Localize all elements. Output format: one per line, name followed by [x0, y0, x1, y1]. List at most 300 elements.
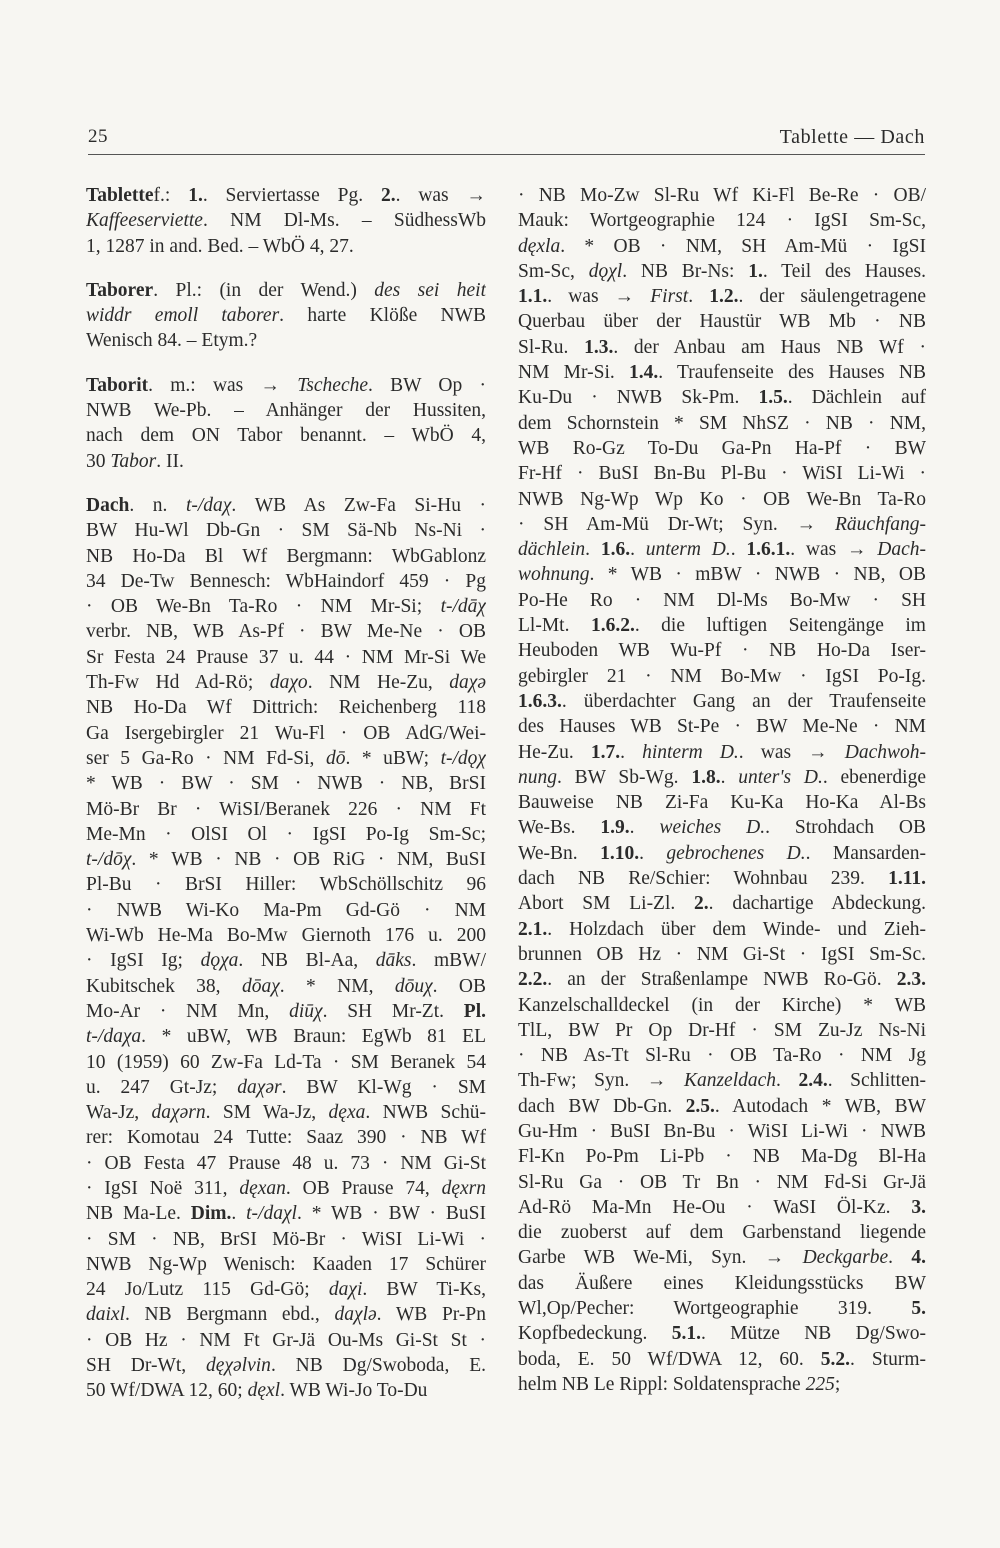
text-line: [518, 1094, 926, 1119]
text-line: [518, 1296, 926, 1321]
text-segment: Th-Fw Hd Ad-Rö;: [86, 672, 270, 694]
text-segment: Th-Fw; Syn. →: [518, 1070, 684, 1092]
text-line: [86, 1125, 486, 1150]
text-segment: u. 247 Gt-Jz;: [86, 1076, 238, 1098]
italic-segment: Deckgarbe: [802, 1247, 889, 1269]
text-segment: .: [231, 1203, 247, 1225]
bold-segment: 1.9.: [600, 817, 630, 839]
text-segment: * WB · BW · SM · NWB · NB, BrSI: [86, 773, 486, 795]
text-segment: NWB Ng-Wp Wp Ko · OB We-Bn Ta-Ro: [518, 488, 926, 510]
text-segment: . OB: [432, 975, 486, 997]
italic-segment: hinterm D.: [642, 741, 739, 763]
italic-segment: First: [650, 286, 689, 308]
text-line: [518, 866, 926, 891]
text-segment: . NB Bl-Aa,: [238, 950, 376, 972]
text-line: [86, 822, 486, 847]
entry-spacer: [86, 354, 486, 373]
text-segment: ;: [834, 1373, 841, 1395]
text-segment: . Sturm-: [850, 1348, 926, 1370]
text-segment: TlL, BW Pr Op Dr-Hf · SM Zu-Jz Ns-Ni: [518, 1019, 926, 1041]
text-line: [86, 898, 486, 923]
text-line: [86, 1176, 486, 1201]
text-segment: . SH Mr-Zt.: [322, 1000, 464, 1022]
text-segment: Bauweise NB Zi-Fa Ku-Ka Ho-Ka Al-Bs: [518, 792, 926, 814]
text-segment: NM Mr-Si.: [518, 362, 630, 384]
text-line: [86, 1252, 486, 1277]
text-line: [86, 1353, 486, 1378]
text-segment: . mBW/: [411, 950, 486, 972]
text-segment: . * uBW, WB Braun: EgWb 81 EL: [141, 1026, 486, 1048]
text-line: [86, 303, 486, 328]
text-segment: 34 De-Tw Bennesch: WbHaindorf 459 · Pg: [86, 570, 486, 592]
italic-segment: daχərn: [151, 1102, 206, 1124]
text-segment: Gu-Hm · BuSI Bn-Bu · WiSI Li-Wi · NWB: [518, 1120, 926, 1142]
text-line: [518, 1271, 926, 1296]
bold-segment: Pl.: [463, 1000, 486, 1022]
text-segment: Mö-Br Br · WiSI/Beranek 226 · NM Ft: [86, 798, 486, 820]
bold-segment: 2.: [694, 893, 709, 915]
text-line: [86, 493, 486, 518]
text-line: [518, 740, 926, 765]
text-segment: Heuboden WB Wu-Pf · NB Ho-Da Iser-: [518, 640, 926, 662]
text-segment: . harte Klöße NWB: [279, 305, 486, 327]
text-segment: das Äußere eines Kleidungsstücks BW: [518, 1272, 926, 1294]
text-segment: BW Hu-Wl Db-Gn · SM Sä-Nb Ns-Ni ·: [86, 520, 486, 542]
text-line: [518, 714, 926, 739]
text-segment: . NM He-Zu,: [307, 672, 450, 694]
text-line: [86, 569, 486, 594]
text-line: [518, 588, 926, 613]
text-segment: . * uBW;: [345, 747, 441, 769]
text-line: [518, 1220, 926, 1245]
text-segment: · SH Am-Mü Dr-Wt; Syn. →: [518, 513, 836, 535]
text-line: [518, 917, 926, 942]
text-segment: . n.: [129, 494, 186, 516]
bold-segment: 1.: [188, 185, 203, 206]
text-line: [518, 183, 926, 208]
text-segment: Garbe WB We-Mi, Syn. →: [518, 1247, 803, 1269]
italic-segment: wohnung: [518, 564, 590, 586]
text-segment: .: [629, 817, 660, 839]
text-line: [518, 234, 926, 259]
text-line: [86, 746, 486, 771]
text-segment: . die luftigen Seitengänge im: [634, 615, 926, 637]
text-segment: · OB Hz · NM Ft Gr-Jä Ou-Ms Gi-St St ·: [86, 1329, 486, 1351]
text-line: [518, 993, 926, 1018]
italic-segment: 225: [805, 1373, 835, 1395]
text-line: [518, 891, 926, 916]
bold-segment: Taborit: [86, 374, 149, 396]
italic-segment: Kaffeeserviette: [86, 210, 203, 232]
bold-segment: Dach: [86, 494, 130, 516]
text-segment: . Dächlein auf: [787, 387, 926, 409]
entry-dach-continued: [518, 183, 926, 1397]
bold-segment: 2.5.: [685, 1095, 715, 1117]
bold-segment: 5.1.: [671, 1323, 701, 1345]
text-segment: . überdachter Gang an der Traufenseite: [561, 690, 926, 712]
text-line: [86, 771, 486, 796]
text-segment: He-Zu.: [518, 741, 591, 763]
text-line: [518, 1347, 926, 1372]
text-segment: gebirgler 21 · NM Bo-Mw · IgSI Po-Ig.: [518, 665, 926, 687]
bold-segment: 1.: [748, 260, 763, 282]
text-segment: . WB As Zw-Fa Si-Hu ·: [231, 494, 486, 516]
running-head: Tablette — Dach: [779, 126, 925, 148]
text-segment: . Autodach * WB, BW: [714, 1095, 926, 1117]
right-column: [518, 183, 926, 1397]
text-segment: helm NB Le Rippl: Soldatensprache: [518, 1373, 806, 1395]
text-line: [518, 208, 926, 233]
entry-taborer: [86, 278, 486, 354]
text-segment: . * WB · mBW · NWB · NB, OB: [589, 564, 926, 586]
text-line: [518, 436, 926, 461]
text-line: [518, 360, 926, 385]
text-segment: Pl-Bu · BrSI Hiller: WbSchöllschitz 96: [86, 874, 486, 896]
bold-segment: 2.2.: [518, 969, 548, 991]
text-segment: . Schlitten-: [827, 1070, 926, 1092]
text-line: [86, 278, 486, 303]
text-segment: · IgSI Noë 311,: [86, 1177, 240, 1199]
text-segment: ser 5 Ga-Ro · NM Fd-Si,: [86, 747, 326, 769]
bold-segment: 1.7.: [590, 741, 621, 763]
text-line: [86, 328, 486, 353]
italic-segment: dęxa: [328, 1102, 366, 1124]
text-segment: . BW Op ·: [368, 374, 486, 396]
text-line: [518, 841, 926, 866]
text-segment: . was →: [395, 185, 486, 206]
bold-segment: 1.1.: [518, 286, 548, 308]
italic-segment: daixl: [86, 1304, 125, 1326]
text-line: [518, 1195, 926, 1220]
bold-segment: 1.5.: [758, 387, 788, 409]
text-line: [518, 284, 926, 309]
text-segment: Me-Mn · OlSI Ol · IgSI Po-Ig Sm-Sc;: [86, 823, 486, 845]
text-line: [518, 1245, 926, 1270]
italic-segment: nung: [518, 766, 557, 788]
italic-segment: dęxrn: [441, 1177, 486, 1199]
italic-segment: Kanzeldach: [683, 1070, 777, 1092]
text-line: [86, 1328, 486, 1353]
entry-taborit: [86, 373, 486, 474]
text-segment: . * WB · BW · BuSI: [296, 1203, 486, 1225]
left-column: [86, 183, 486, 1404]
italic-segment: Dachwoh-: [844, 741, 926, 763]
text-line: [518, 1043, 926, 1068]
italic-segment: Dach-: [877, 539, 926, 561]
italic-segment: dęxan: [239, 1177, 286, 1199]
text-line: [518, 461, 926, 486]
text-line: [86, 1378, 486, 1403]
text-line: [86, 1100, 486, 1125]
text-line: [518, 385, 926, 410]
bold-segment: 1.2.: [709, 286, 739, 308]
italic-segment: Räuchfang-: [835, 513, 926, 535]
text-segment: . NWB Schü-: [365, 1102, 486, 1124]
text-line: [86, 1024, 486, 1049]
text-segment: . SM Wa-Jz,: [205, 1102, 329, 1124]
bold-segment: Tablette: [86, 185, 154, 206]
text-segment: . an der Straßenlampe NWB Ro-Gö.: [547, 969, 897, 991]
text-segment: .: [585, 539, 601, 561]
italic-segment: t-/daχ: [185, 494, 232, 516]
text-line: [518, 613, 926, 638]
italic-segment: dōuχ: [394, 975, 433, 997]
text-segment: dem Schornstein * SM NhSZ · NB · NM,: [518, 412, 926, 434]
text-segment: Sl-Ru.: [518, 336, 585, 358]
text-segment: . * OB · NM, SH Am-Mü · IgSI: [560, 235, 926, 257]
text-segment: 50 Wf/DWA 12, 60;: [86, 1380, 248, 1402]
italic-segment: t-/daχl: [246, 1203, 297, 1225]
text-segment: . OB Prause 74,: [285, 1177, 442, 1199]
text-line: [518, 790, 926, 815]
text-line: [518, 1170, 926, 1195]
text-segment: .: [888, 1247, 912, 1269]
text-segment: Wi-Wb He-Ma Bo-Mw Giernoth 176 u. 200: [86, 925, 486, 947]
text-segment: . NB Bergmann ebd.,: [125, 1304, 335, 1326]
italic-segment: Tabor: [110, 450, 157, 472]
italic-segment: widdr emoll taborer: [86, 305, 280, 327]
text-segment: 30: [86, 450, 111, 472]
italic-segment: Tscheche: [297, 374, 369, 396]
text-line: [86, 1050, 486, 1075]
bold-segment: 5.2.: [820, 1348, 851, 1370]
text-segment: . der säulengetragene: [738, 286, 926, 308]
text-segment: . NM Dl-Ms. – SüdhessWb: [202, 210, 486, 232]
text-line: [86, 398, 486, 423]
text-line: [86, 695, 486, 720]
bold-segment: 1.8.: [691, 766, 721, 788]
italic-segment: daχə: [449, 672, 486, 694]
text-segment: . * WB · NB · OB RiG · NM, BuSI: [131, 849, 486, 871]
text-segment: WB Ro-Gz To-Du Ga-Pn Ha-Pf · BW: [518, 437, 926, 459]
text-line: [518, 537, 926, 562]
bold-segment: 1.3.: [584, 336, 614, 358]
italic-segment: dǫχa: [200, 950, 239, 972]
text-segment: . II.: [156, 450, 184, 472]
italic-segment: des sei heit: [374, 279, 486, 301]
text-segment: . m.: was →: [148, 374, 298, 396]
text-line: [86, 449, 486, 474]
bold-segment: 2.4.: [798, 1070, 828, 1092]
text-line: [86, 1302, 486, 1327]
text-segment: .: [688, 286, 710, 308]
italic-segment: dęχəlvin: [206, 1355, 271, 1377]
italic-segment: daχo: [269, 672, 308, 694]
italic-segment: diūχ: [289, 1000, 323, 1022]
text-segment: brunnen OB Hz · NM Gi-St · IgSI Sm-Sc.: [518, 943, 926, 965]
entry-spacer: [86, 474, 486, 493]
italic-segment: unter's D.: [738, 766, 823, 788]
text-segment: SH Dr-Wt,: [86, 1355, 207, 1377]
text-segment: . Serviertasse Pg.: [202, 185, 381, 206]
text-line: [86, 1277, 486, 1302]
text-line: [518, 411, 926, 436]
text-line: [518, 1321, 926, 1346]
text-segment: . * NM,: [279, 975, 395, 997]
text-segment: . NB Br-Ns:: [622, 260, 749, 282]
text-line: [86, 373, 486, 398]
italic-segment: weiches D.: [659, 817, 766, 839]
text-line: [86, 1075, 486, 1100]
text-segment: . was →: [738, 741, 845, 763]
text-segment: Mauk: Wortgeographie 124 · IgSI Sm-Sc,: [518, 210, 926, 232]
text-segment: · NB Mo-Zw Sl-Ru Wf Ki-Fl Be-Re · OB/: [518, 185, 926, 206]
italic-segment: dęxl: [247, 1380, 281, 1402]
text-segment: .: [639, 842, 667, 864]
text-line: [518, 1018, 926, 1043]
text-segment: des Hauses WB St-Pe · BW Me-Ne · NM: [518, 716, 926, 738]
text-segment: . Pl.: (in der Wend.): [153, 279, 375, 301]
text-segment: rer: Komotau 24 Tutte: Saaz 390 · NB Wf: [86, 1127, 486, 1149]
text-line: [86, 670, 486, 695]
text-segment: .: [620, 741, 643, 763]
text-segment: .: [720, 766, 739, 788]
text-line: [86, 872, 486, 897]
text-segment: Fr-Hf · BuSI Bn-Bu Pl-Bu · WiSI Li-Wi ·: [518, 463, 926, 485]
text-segment: 24 Jo/Lutz 115 Gd-Gö;: [86, 1279, 329, 1301]
text-segment: NB Ho-Da Wf Dittrich: Reichenberg 118: [86, 697, 486, 719]
text-segment: . NB Dg/Swoboda, E.: [270, 1355, 486, 1377]
text-line: [86, 974, 486, 999]
text-segment: Wa-Jz,: [86, 1102, 152, 1124]
text-line: [86, 923, 486, 948]
text-segment: . BW Ti-Ks,: [362, 1279, 486, 1301]
text-segment: Kanzelschalldeckel (in der Kirche) * WB: [518, 994, 926, 1016]
text-line: [518, 1119, 926, 1144]
text-line: [518, 1068, 926, 1093]
bold-segment: 4.: [911, 1247, 926, 1269]
text-segment: . BW Sb-Wg.: [557, 766, 692, 788]
text-line: [86, 208, 486, 233]
text-segment: Ga Isergebirgler 21 Wu-Fl · OB AdG/Wei-: [86, 722, 486, 744]
text-segment: Ll-Mt.: [518, 615, 591, 637]
text-segment: Ad-Rö Ma-Mn He-Ou · WaSI Öl-Kz.: [518, 1196, 912, 1218]
text-segment: NB Ma-Le.: [86, 1203, 191, 1225]
bold-segment: 1.6.1.: [746, 539, 791, 561]
text-segment: NWB Ng-Wp Wenisch: Kaaden 17 Schürer: [86, 1253, 486, 1275]
bold-segment: Taborer: [86, 279, 154, 301]
italic-segment: dǫχl: [588, 260, 623, 282]
text-line: [86, 847, 486, 872]
text-segment: . Mansarden-: [805, 842, 926, 864]
text-line: [518, 967, 926, 992]
text-line: [518, 1372, 926, 1397]
bold-segment: Dim.: [190, 1203, 232, 1225]
text-line: [86, 1227, 486, 1252]
text-line: [86, 594, 486, 619]
entry-tablette: [86, 183, 486, 259]
text-segment: boda, E. 50 Wf/DWA 12, 60.: [518, 1348, 821, 1370]
text-segment: Wenisch 84. – Etym.?: [86, 330, 258, 352]
text-segment: We-Bs.: [518, 817, 601, 839]
text-line: [86, 544, 486, 569]
italic-segment: dōaχ: [241, 975, 280, 997]
italic-segment: t-/dōχ: [86, 849, 132, 871]
text-segment: · NB As-Tt Sl-Ru · OB Ta-Ro · NM Jg: [518, 1045, 926, 1067]
text-segment: Ku-Du · NWB Sk-Pm.: [518, 387, 759, 409]
text-segment: die zuoberst auf dem Garbenstand liegende: [518, 1222, 926, 1244]
text-segment: Kubitschek 38,: [86, 975, 242, 997]
text-segment: . Teil des Hauses.: [762, 260, 926, 282]
text-line: [518, 335, 926, 360]
text-line: [86, 423, 486, 448]
text-line: [518, 1144, 926, 1169]
text-segment: . Strohdach OB: [765, 817, 926, 839]
text-segment: · OB We-Bn Ta-Ro · NM Mr-Si;: [86, 596, 441, 618]
text-segment: . dachartige Abdeckung.: [708, 893, 926, 915]
text-segment: Sm-Sc,: [518, 260, 589, 282]
italic-segment: daχlə: [334, 1304, 377, 1326]
text-segment: Sl-Ru Ga · OB Tr Bn · NM Fd-Si Gr-Jä: [518, 1171, 926, 1193]
text-line: [86, 518, 486, 543]
text-segment: dach BW Db-Gn.: [518, 1095, 686, 1117]
text-line: [86, 721, 486, 746]
italic-segment: dęxla: [518, 235, 561, 257]
text-line: [518, 689, 926, 714]
text-line: [518, 664, 926, 689]
text-segment: · SM · NB, BrSI Mö-Br · WiSI Li-Wi ·: [86, 1228, 486, 1250]
text-segment: 1, 1287 in and. Bed. – WbÖ 4, 27.: [86, 235, 354, 257]
text-segment: Querbau über der Haustür WB Mb · NB: [518, 311, 926, 333]
bold-segment: 1.11.: [888, 868, 926, 890]
text-segment: dach NB Re/Schier: Wohnbau 239.: [518, 868, 889, 890]
text-line: [518, 309, 926, 334]
text-segment: · OB Festa 47 Prause 48 u. 73 · NM Gi-St: [86, 1152, 486, 1174]
entry-spacer: [86, 259, 486, 278]
text-segment: . der Anbau am Haus NB Wf ·: [613, 336, 926, 358]
bold-segment: 1.10.: [600, 842, 640, 864]
text-line: [86, 999, 486, 1024]
italic-segment: dō: [325, 747, 346, 769]
text-segment: NWB We-Pb. – Anhänger der Hussiten,: [86, 400, 486, 422]
italic-segment: daχi: [328, 1279, 363, 1301]
text-segment: . Holzdach über dem Winde- und Zieh-: [547, 918, 926, 940]
text-segment: Mo-Ar · NM Mn,: [86, 1000, 290, 1022]
text-segment: Fl-Kn Po-Pm Li-Pb · NB Ma-Dg Bl-Ha: [518, 1146, 926, 1168]
text-line: [518, 512, 926, 537]
page-number: 25: [88, 126, 108, 147]
text-line: [86, 234, 486, 259]
text-segment: . Traufenseite des Hauses NB: [658, 362, 926, 384]
text-segment: Wl,Op/Pecher: Wortgeographie 319.: [518, 1298, 912, 1320]
text-line: [86, 1201, 486, 1226]
text-segment: We-Bn.: [518, 842, 601, 864]
text-segment: . Mütze NB Dg/Swo-: [700, 1323, 926, 1345]
bold-segment: 3.: [911, 1196, 926, 1218]
text-line: [518, 259, 926, 284]
text-segment: . BW Kl-Wg · SM: [281, 1076, 486, 1098]
text-line: [518, 765, 926, 790]
text-segment: verbr. NB, WB As-Pf · BW Me-Ne · OB: [86, 621, 486, 643]
text-line: [86, 948, 486, 973]
text-segment: . WB Pr-Pn: [376, 1304, 486, 1326]
text-segment: . WB Wi-Jo To-Du: [280, 1380, 428, 1402]
text-segment: Abort SM Li-Zl.: [518, 893, 695, 915]
text-segment: Sr Festa 24 Prause 37 u. 44 · NM Mr-Si We: [86, 646, 486, 668]
text-segment: f.:: [153, 185, 189, 206]
text-line: [518, 638, 926, 663]
text-line: [86, 645, 486, 670]
italic-segment: t-/daχa: [86, 1026, 142, 1048]
text-segment: Kopfbedeckung.: [518, 1323, 672, 1345]
bold-segment: 2.: [380, 185, 396, 206]
text-segment: · IgSI Ig;: [86, 950, 201, 972]
text-line: [518, 815, 926, 840]
bold-segment: 1.6.3.: [518, 690, 562, 712]
text-segment: .: [730, 539, 747, 561]
text-segment: .: [630, 539, 646, 561]
text-segment: .: [776, 1070, 799, 1092]
